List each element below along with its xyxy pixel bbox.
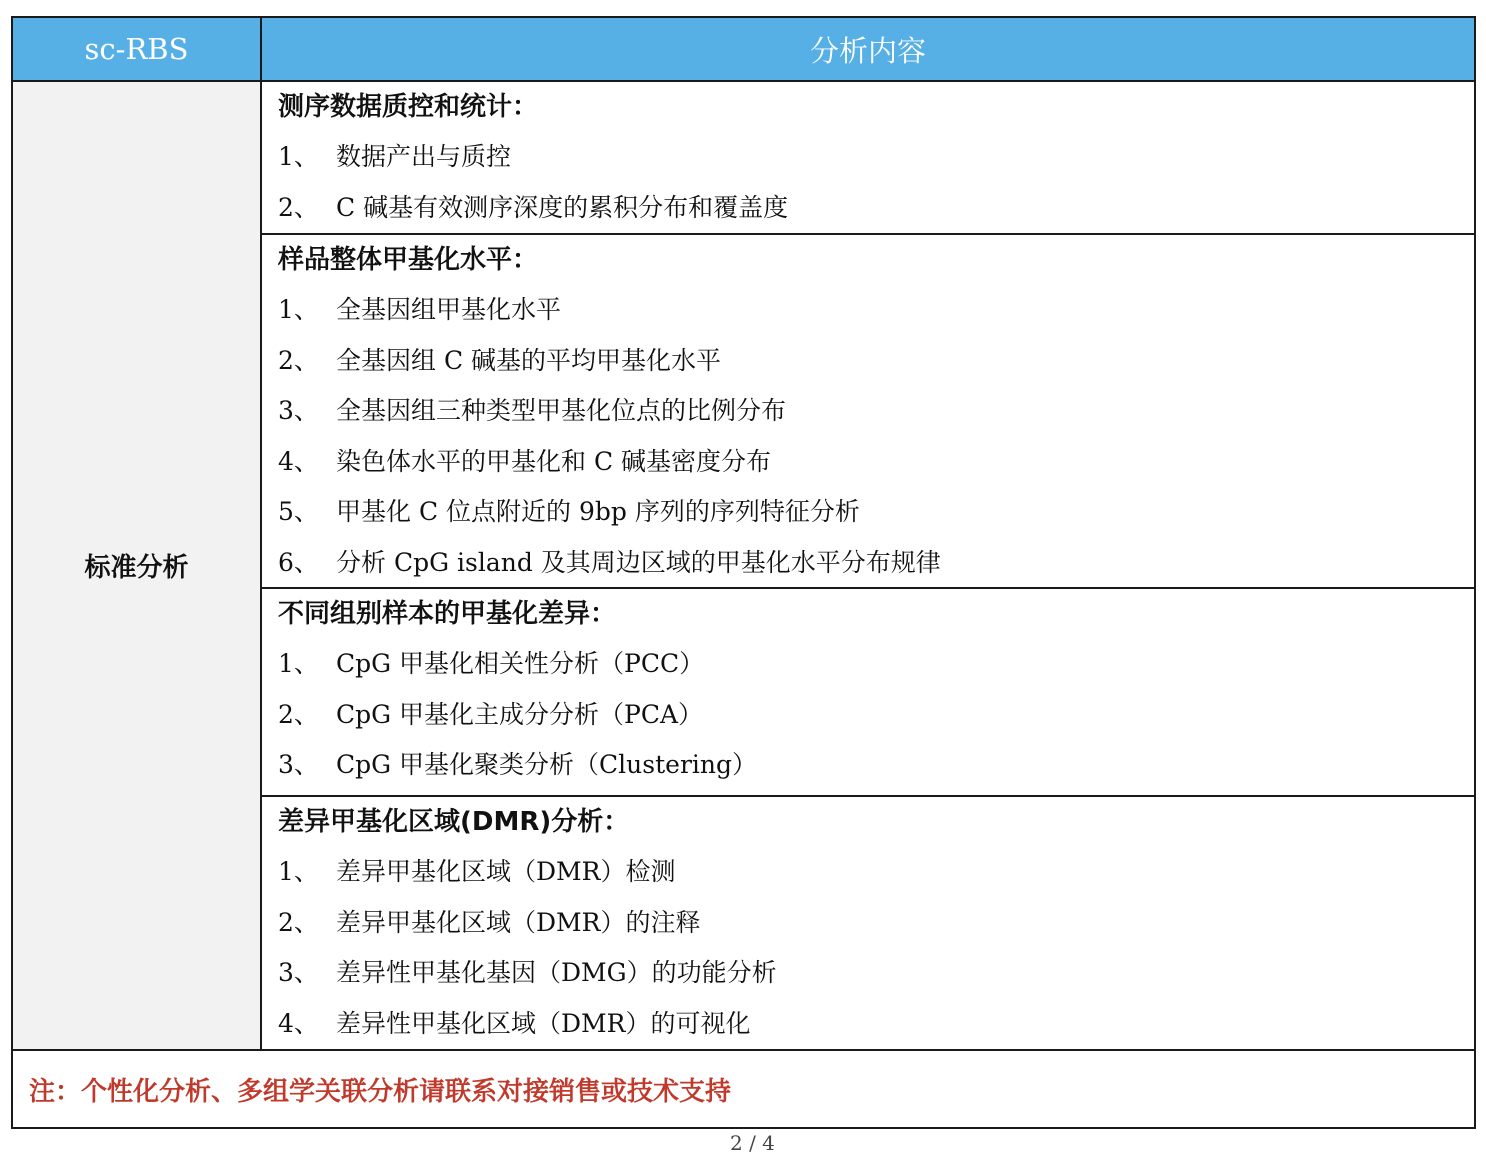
item-number: 1、	[278, 857, 319, 886]
list-item	[278, 443, 1474, 481]
list-item	[278, 696, 1474, 734]
item-number: 2、	[278, 345, 319, 375]
header-col-sc-rbs: sc-RBS	[12, 17, 261, 81]
list-item	[278, 189, 1474, 227]
section-global-methylation	[261, 234, 1475, 588]
item-number: 1、	[278, 295, 319, 324]
item-text: 分析 CpG island 及其周边区域的甲基化水平分布规律	[336, 547, 941, 577]
section-title: 差异甲基化区域(DMR)分析：	[278, 807, 630, 837]
item-text: CpG 甲基化主成分分析（PCA）	[336, 699, 704, 729]
list-item	[278, 1005, 1474, 1043]
list-item	[278, 544, 1474, 582]
standard-analysis-label: 标准分析	[12, 81, 261, 1050]
item-text: 差异甲基化区域（DMR）检测	[336, 857, 676, 886]
list-item	[278, 493, 1474, 531]
item-text: 差异甲基化区域（DMR）的注释	[336, 907, 701, 937]
item-number: 3、	[278, 396, 319, 425]
section-title: 样品整体甲基化水平：	[278, 245, 539, 275]
item-text: 差异性甲基化基因（DMG）的功能分析	[336, 958, 777, 987]
section-title: 测序数据质控和统计：	[278, 92, 539, 122]
item-number: 3、	[278, 750, 319, 779]
page-number: 2 / 4	[730, 1131, 775, 1155]
section-dmr-analysis	[261, 796, 1475, 1050]
list-item	[278, 342, 1474, 380]
item-number: 2、	[278, 699, 319, 729]
list-item	[278, 904, 1474, 942]
list-item	[278, 291, 1474, 329]
item-text: CpG 甲基化相关性分析（PCC）	[336, 649, 705, 678]
item-number: 1、	[278, 142, 319, 171]
item-text: 染色体水平的甲基化和 C 碱基密度分布	[336, 446, 772, 476]
item-number: 4、	[278, 446, 319, 476]
item-text: 全基因组三种类型甲基化位点的比例分布	[336, 396, 787, 425]
item-number: 3、	[278, 958, 319, 987]
item-text: 甲基化 C 位点附近的 9bp 序列的序列特征分析	[336, 497, 860, 526]
header-col-analysis-content: 分析内容	[261, 17, 1475, 81]
item-number: 4、	[278, 1008, 319, 1038]
item-text: 数据产出与质控	[336, 142, 512, 171]
list-item	[278, 645, 1474, 683]
section-qc-stats	[261, 81, 1475, 234]
table-header-row	[12, 17, 1475, 81]
list-item	[278, 954, 1474, 992]
item-number: 1、	[278, 649, 319, 678]
item-text: 全基因组甲基化水平	[336, 295, 562, 324]
list-item	[278, 853, 1474, 891]
item-number: 6、	[278, 547, 319, 577]
item-text: 全基因组 C 碱基的平均甲基化水平	[336, 345, 722, 375]
item-text: C 碱基有效测序深度的累积分布和覆盖度	[336, 192, 789, 222]
section-group-differences	[261, 588, 1475, 796]
note-row	[12, 1050, 1475, 1128]
item-number: 2、	[278, 907, 319, 937]
note-text: 注：个性化分析、多组学关联分析请联系对接销售或技术支持	[12, 1050, 1475, 1128]
item-number: 5、	[278, 497, 319, 526]
list-item	[278, 392, 1474, 430]
item-text: CpG 甲基化聚类分析（Clustering）	[336, 750, 757, 779]
list-item	[278, 746, 1474, 784]
analysis-table	[11, 16, 1476, 1129]
section-title: 不同组别样本的甲基化差异：	[278, 599, 617, 629]
section-row	[12, 81, 1475, 234]
item-number: 2、	[278, 192, 319, 222]
item-text: 差异性甲基化区域（DMR）的可视化	[336, 1008, 751, 1038]
list-item	[278, 138, 1474, 176]
